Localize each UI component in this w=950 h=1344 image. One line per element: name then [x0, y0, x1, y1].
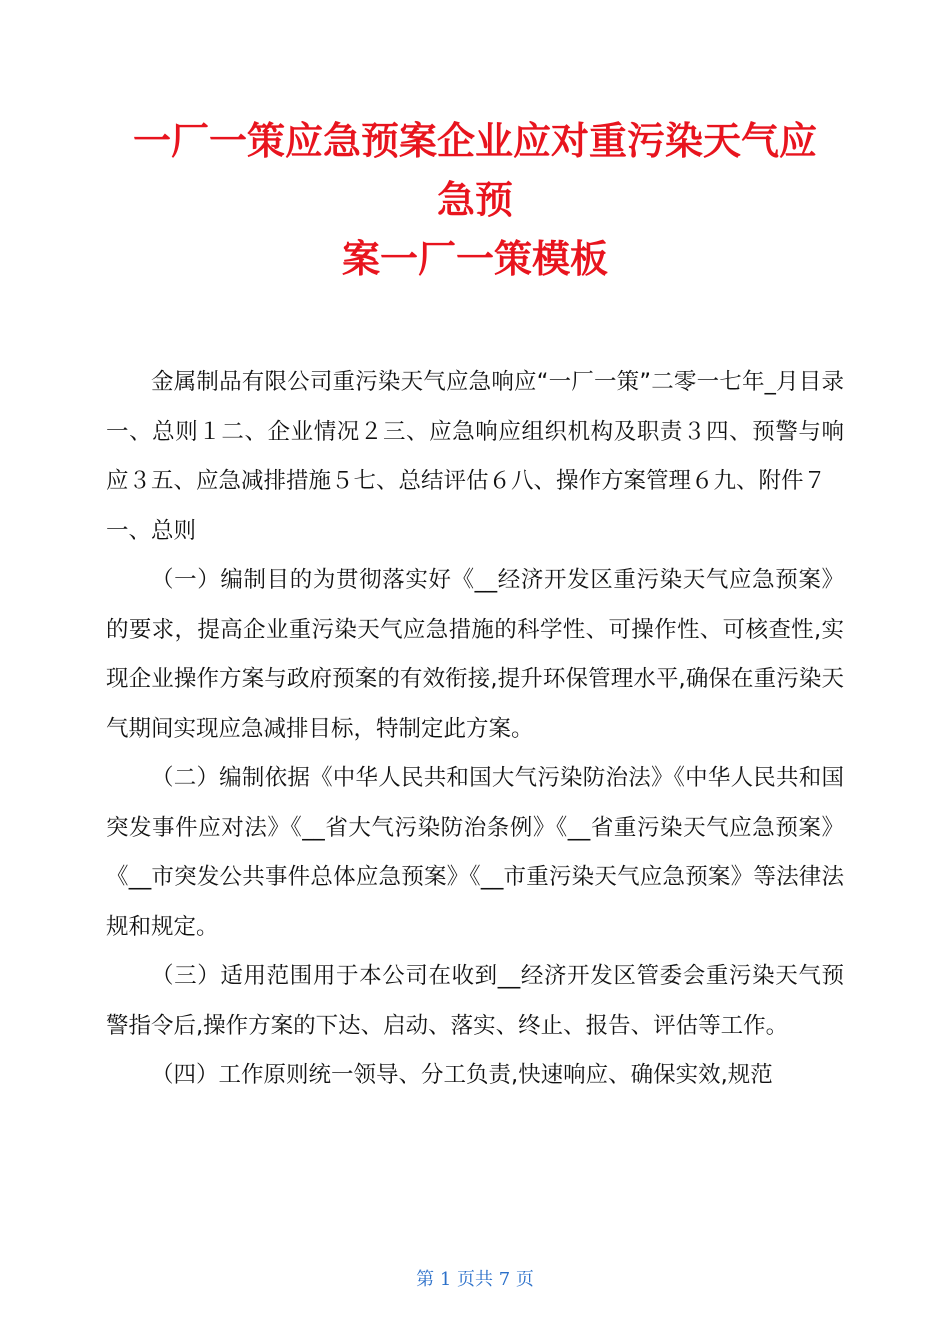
- title-line-3: 案一厂一策模板: [341, 237, 608, 281]
- paragraph-scope: （三）适用范围用于本公司在收到__经济开发区管委会重污染天气预警指令后,操作方案的下达、启动、落实、终止、报告、评估等工作。: [106, 963, 844, 1039]
- document-title: [100, 112, 850, 289]
- section-heading-general: 一、总则: [106, 517, 197, 544]
- paragraph-purpose: （一）编制目的为贯彻落实好《__经济开发区重污染天气应急预案》的要求，提高企业重污染天气应急措施的科学性、可操作性、可核查性,实现企业操作方案与政府预案的有效衔接,提升环保管理水平,确保在重污染天气期间实现应急减排目标，特制定此方案。: [106, 567, 844, 742]
- title-line-1: 一厂一策应急预案企业应对重污染天气应: [132, 119, 817, 163]
- paragraph-basis: （二）编制依据《中华人民共和国大气污染防治法》《中华人民共和国突发事件应对法》《__省大气污染防治条例》《__省重污染天气应急预案》《__市突发公共事件总体应急预案》《__市重污染天气应急预案》等法律法规和规定。: [106, 765, 844, 940]
- document-body: [106, 358, 844, 1101]
- intro-paragraph: 金属制品有限公司重污染天气应急响应“一厂一策”二零一七年_月目录一、总则１二、企业情况２三、应急响应组织机构及职责３四、预警与响应３五、应急减排措施５七、总结评估６八、操作方案管理６九、附件７: [106, 369, 844, 494]
- paragraph-principles: （四）工作原则统一领导、分工负责,快速响应、确保实效,规范: [151, 1062, 773, 1088]
- title-line-2: 急预: [436, 178, 513, 222]
- page-number-footer: 第 1 页共 7 页: [416, 1269, 534, 1290]
